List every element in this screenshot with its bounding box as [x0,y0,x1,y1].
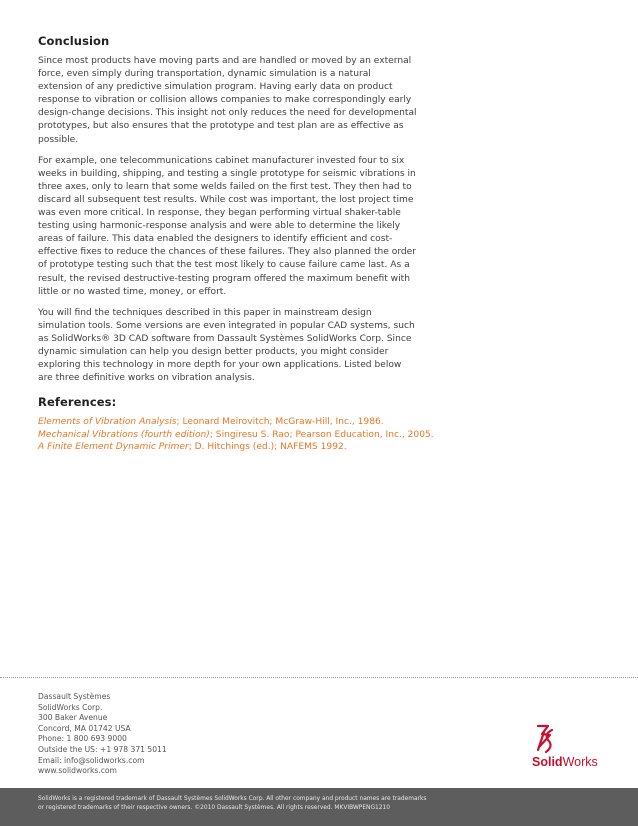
reference-item [38,429,434,442]
dotted-divider [0,677,638,678]
references-section [38,395,434,454]
legal-notice [38,795,426,813]
reference-title: Mechanical Vibrations (fourth edition) [38,429,210,440]
address-street: 300 Baker Avenue [38,713,108,723]
svg-text:SolidWorks [532,755,598,769]
address-subsidiary: SolidWorks Corp. [38,702,103,712]
conclusion-heading: Conclusion [38,34,110,48]
address-phone: Phone: 1 800 693 9000 [38,734,127,744]
solidworks-logo [524,722,604,770]
conclusion-paragraph-2: For example, one telecommunications cabinet manufacturer invested four to six weeks in building, shipping, and testing a single prototype for seismic vibrations in three axes, only to learn that some welds failed on the first test. They then had to discard all subsequent test results. While cost was important, the lost project time was even more critical. In response, they began performing virtual shaker-table testing using harmonic-response analysis and were able to determine the likely areas of failure. This data enabled the designers to identify efficient and cost-effective fixes to reduce the chances of these failures. They also planned the order of prototype testing such that the test most likely to cause failure came last. As a result, the revised destructive-testing program offered the maximum benefit with little or no wasted time, money, or effort. [38,155,417,297]
reference-title: Elements of Vibration Analysis [38,417,177,428]
reference-item [38,416,418,429]
address-company: Dassault Systèmes [38,692,111,701]
reference-title: A Finite Element Dynamic Primer [38,442,189,453]
company-address [38,692,167,777]
conclusion-paragraph-3: You will find the techniques described in this paper in mainstream design simulation tools. Some versions are even integrated in popular CAD systems, such as SolidWorks® 3D CAD software from Dassault Systèmes SolidWorks Corp. Since dynamic simulation can help you design better products, you might consider exploring this technology in more depth for your own applications. Listed below are three definitive works on vibration analysis. [38,307,415,384]
ds-logo-mark-icon [524,722,604,770]
legal-line-2: or registered trademarks of their respective owners. ©2010 Dassault Systèmes. All rights reserved. MKVIBWPENG1210 [38,805,391,812]
reference-details: ; D. Hitchings (ed.); NAFEMS 1992. [188,442,347,453]
brand-works: Works [562,755,598,769]
legal-line-1: SolidWorks is a registered trademark of Dassault Systèmes SolidWorks Corp. All other company and product names are trademarks [38,796,427,802]
footer-bar [0,788,638,826]
references-heading: References: [38,395,117,410]
address-intl-phone: Outside the US: +1 978 371 5011 [38,744,167,754]
reference-details: ; Leonard Meirovitch; McGraw-Hill, Inc., 1986. [176,417,384,428]
brand-solid: Solid [532,755,563,769]
address-website: www.solidworks.com [38,766,117,776]
reference-details: ; Singiresu S. Rao; Pearson Education, Inc., 2005. [209,429,434,440]
reference-item [38,441,418,454]
address-city: Concord, MA 01742 USA [38,723,131,733]
main-content [38,34,434,454]
conclusion-paragraph-1: Since most products have moving parts and are handled or moved by an external force, even simply during transportation, dynamic simulation is a natural extension of any predictive simulation program. Having early data on product response to vibration or collision allows companies to make correspondingly early design-change decisions. This insight not only reduces the need for developmental prototypes, but also ensures that the prototype and test plan are as effective as possible. [38,56,417,145]
address-email: Email: info@solidworks.com [38,755,145,765]
